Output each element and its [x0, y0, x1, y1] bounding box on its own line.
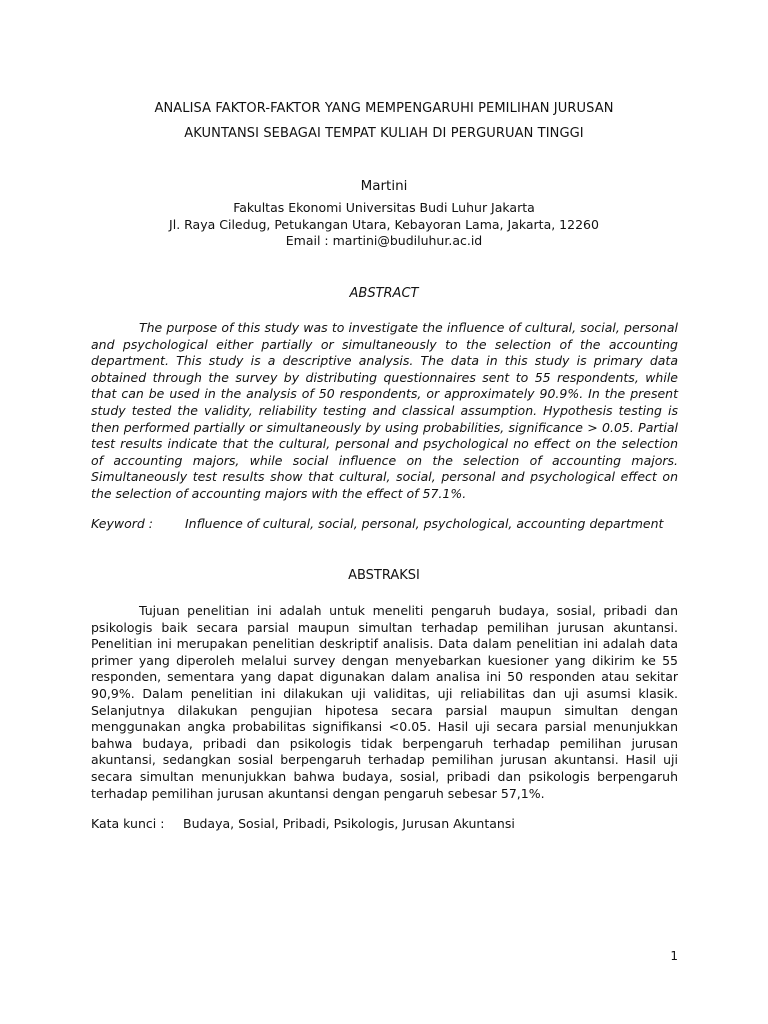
affiliation-address: Jl. Raya Ciledug, Petukangan Utara, Kebayoran Lama, Jakarta, 12260 — [169, 216, 599, 232]
abstraksi-body — [91, 603, 678, 802]
author-name: Martini — [360, 178, 408, 194]
abstract-body — [91, 320, 678, 503]
abstract-keywords-row — [91, 516, 691, 531]
abstraksi-heading: ABSTRAKSI — [348, 568, 420, 583]
paper-title-line-1: ANALISA FAKTOR-FAKTOR YANG MEMPENGARUHI PEMILIHAN JURUSAN — [154, 101, 614, 116]
paper-title-line-2: AKUNTANSI SEBAGAI TEMPAT KULIAH DI PERGURUAN TINGGI — [184, 126, 584, 141]
page-number: 1 — [670, 949, 678, 963]
author-affiliation — [60, 200, 708, 250]
kata-kunci-label: Kata kunci : — [91, 816, 165, 831]
affiliation-faculty: Fakultas Ekonomi Universitas Budi Luhur Jakarta — [233, 200, 535, 215]
keyword-values: Influence of cultural, social, personal, psychological, accounting department — [185, 516, 664, 531]
abstraksi-text: Tujuan penelitian ini adalah untuk meneliti pengaruh budaya, sosial, pribadi dan psikologis baik secara parsial maupun simultan terhadap pemilihan jurusan akuntansi. Penelitian ini merupakan penelitian deskriptif analisis. Data dalam penelitian ini adalah data primer yang diperoleh melalui survey dengan menyebarkan kuesioner yang dikirim ke 55 responden, sementara yang dapat digunakan dalam analisa ini 50 responden atau sekitar 90,9%. Dalam penelitian ini dilakukan uji validitas, uji reliabilitas dan uji asumsi klasik. Selanjutnya dilakukan pengujian hipotesa secara parsial maupun simultan dengan menggunakan angka probabilitas signifikansi <0.05. Hasil uji secara parsial menunjukkan bahwa budaya, pribadi dan psikologis tidak berpengaruh terhadap pemilihan jurusan akuntansi, sedangkan sosial berpengaruh terhadap pemilihan jurusan akuntansi. Hasil uji secara simultan menunjukkan bahwa budaya, sosial, pribadi dan psikologis berpengaruh terhadap pemilihan jurusan akuntansi dengan pengaruh sebesar 57,1%. — [91, 603, 678, 801]
affiliation-email: Email : martini@budiluhur.ac.id — [285, 233, 483, 248]
keyword-label: Keyword : — [91, 516, 153, 531]
abstraksi-keywords-row — [91, 816, 691, 831]
kata-kunci-values: Budaya, Sosial, Pribadi, Psikologis, Jurusan Akuntansi — [183, 816, 515, 831]
abstract-text: The purpose of this study was to investigate the influence of cultural, social, personal and psychological either partially or simultaneously to the selection of the accounting department. This study is a descriptive analysis. The data in this study is primary data obtained through the survey by distributing questionnaires sent to 55 respondents, while that can be used in the analysis of 50 respondents, or approximately 90.9%. In the present study tested the validity, reliability testing and classical assumption. Hypothesis testing is then performed partially or simultaneously by using probabilities, significance > 0.05. Partial test results indicate that the cultural, personal and psychological no effect on the selection of accounting majors, while social influence on the selection of accounting majors. Simultaneously test results show that cultural, social, personal and psychological effect on the selection of accounting majors with the effect of 57.1%. — [91, 320, 678, 501]
abstract-heading: ABSTRACT — [349, 286, 419, 301]
